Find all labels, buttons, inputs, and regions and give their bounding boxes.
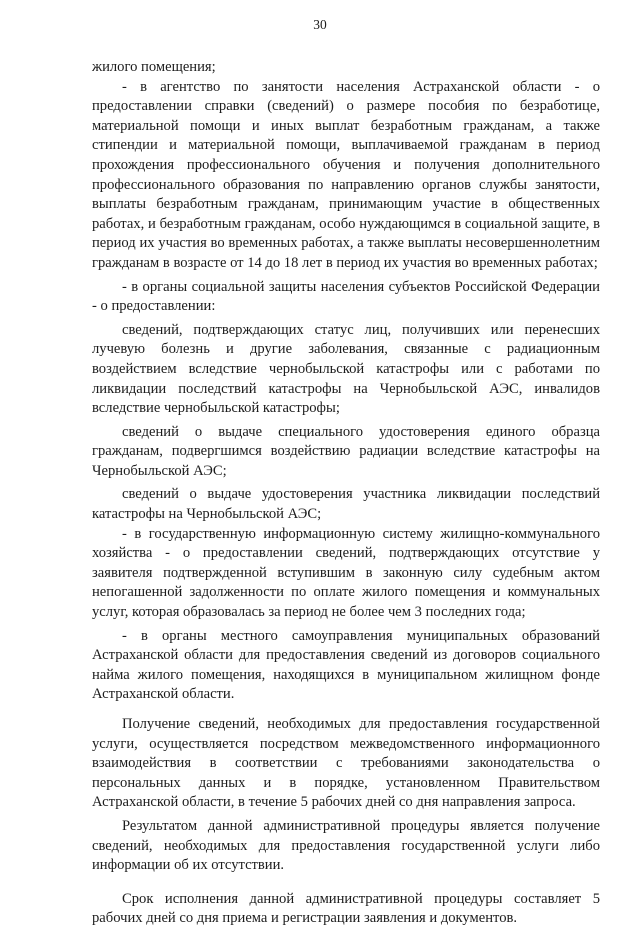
paragraph: - в органы местного самоуправления муниципальных образований Астраханской области для предоставления сведений из договоров социального найма жилого помещения, находящихся в муниципальном жилищном фонде Астраханской области.	[92, 627, 600, 703]
paragraph: сведений, подтверждающих статус лиц, получивших или перенесших лучевую болезнь и другие заболевания, связанные с радиационным воздействием вследствие чернобыльской катастрофы или с работами по ликвидации последствий катастрофы на Чернобыльской АЭС, инвалидов вследствие чернобыльской катастрофы;	[92, 321, 600, 417]
paragraph: Получение сведений, необходимых для предоставления государственной услуги, осуществляется посредством межведомственного информационного взаимодействия в соответствии с требованиями законодательства о персональных данных и в порядке, установленном Правительством Астраханской области, в течение 5 рабочих дней со дня направления запроса.	[92, 716, 600, 811]
paragraph: Результатом данной административной процедуры является получение сведений, необходимых для предоставления государственной услуги либо информации об их отсутствии.	[92, 817, 600, 874]
page-number: 30	[313, 17, 327, 32]
paragraph: - в государственную информационную систему жилищно-коммунального хозяйства - о предоставлении сведений, подтверждающих отсутствие у заявителя подтвержденной вступившим в законную силу судебным актом непогашенной задолженности по оплате жилого помещения и коммунальных услуг, которая образовалась за период не более чем 3 последних года;	[92, 525, 600, 621]
paragraph: - в агентство по занятости населения Астраханской области - о предоставлении справки (сведений) о размере пособия по безработице, материальной помощи и иных выплат безработным гражданам, а также стипендии и материальной помощи, выплачиваемой гражданам в период прохождения профессионального обучения и получения дополнительного профессионального образования по направлению органов службы занятости, выплаты безработным гражданам, принимающим участие в общественных работах, и безработным гражданам, особо нуждающимся в социальной защите, в период их участия во временных работах, а также выплаты несовершеннолетним гражданам в возрасте от 14 до 18 лет в период их участия во временных работах;	[92, 78, 600, 271]
paragraph: Срок исполнения данной административной процедуры составляет 5 рабочих дней со дня приема и регистрации заявления и документов.	[92, 890, 600, 927]
paragraph: - в органы социальной защиты населения субъектов Российской Федерации - о предоставлении:	[92, 278, 600, 315]
paragraph: сведений о выдаче специального удостоверения единого образца гражданам, подвергшимся воздействию радиации вследствие катастрофы на Чернобыльской АЭС;	[92, 423, 600, 479]
paragraph: сведений о выдаче удостоверения участника ликвидации последствий катастрофы на Чернобыльской АЭС;	[92, 486, 600, 523]
paragraph: жилого помещения;	[92, 59, 216, 75]
